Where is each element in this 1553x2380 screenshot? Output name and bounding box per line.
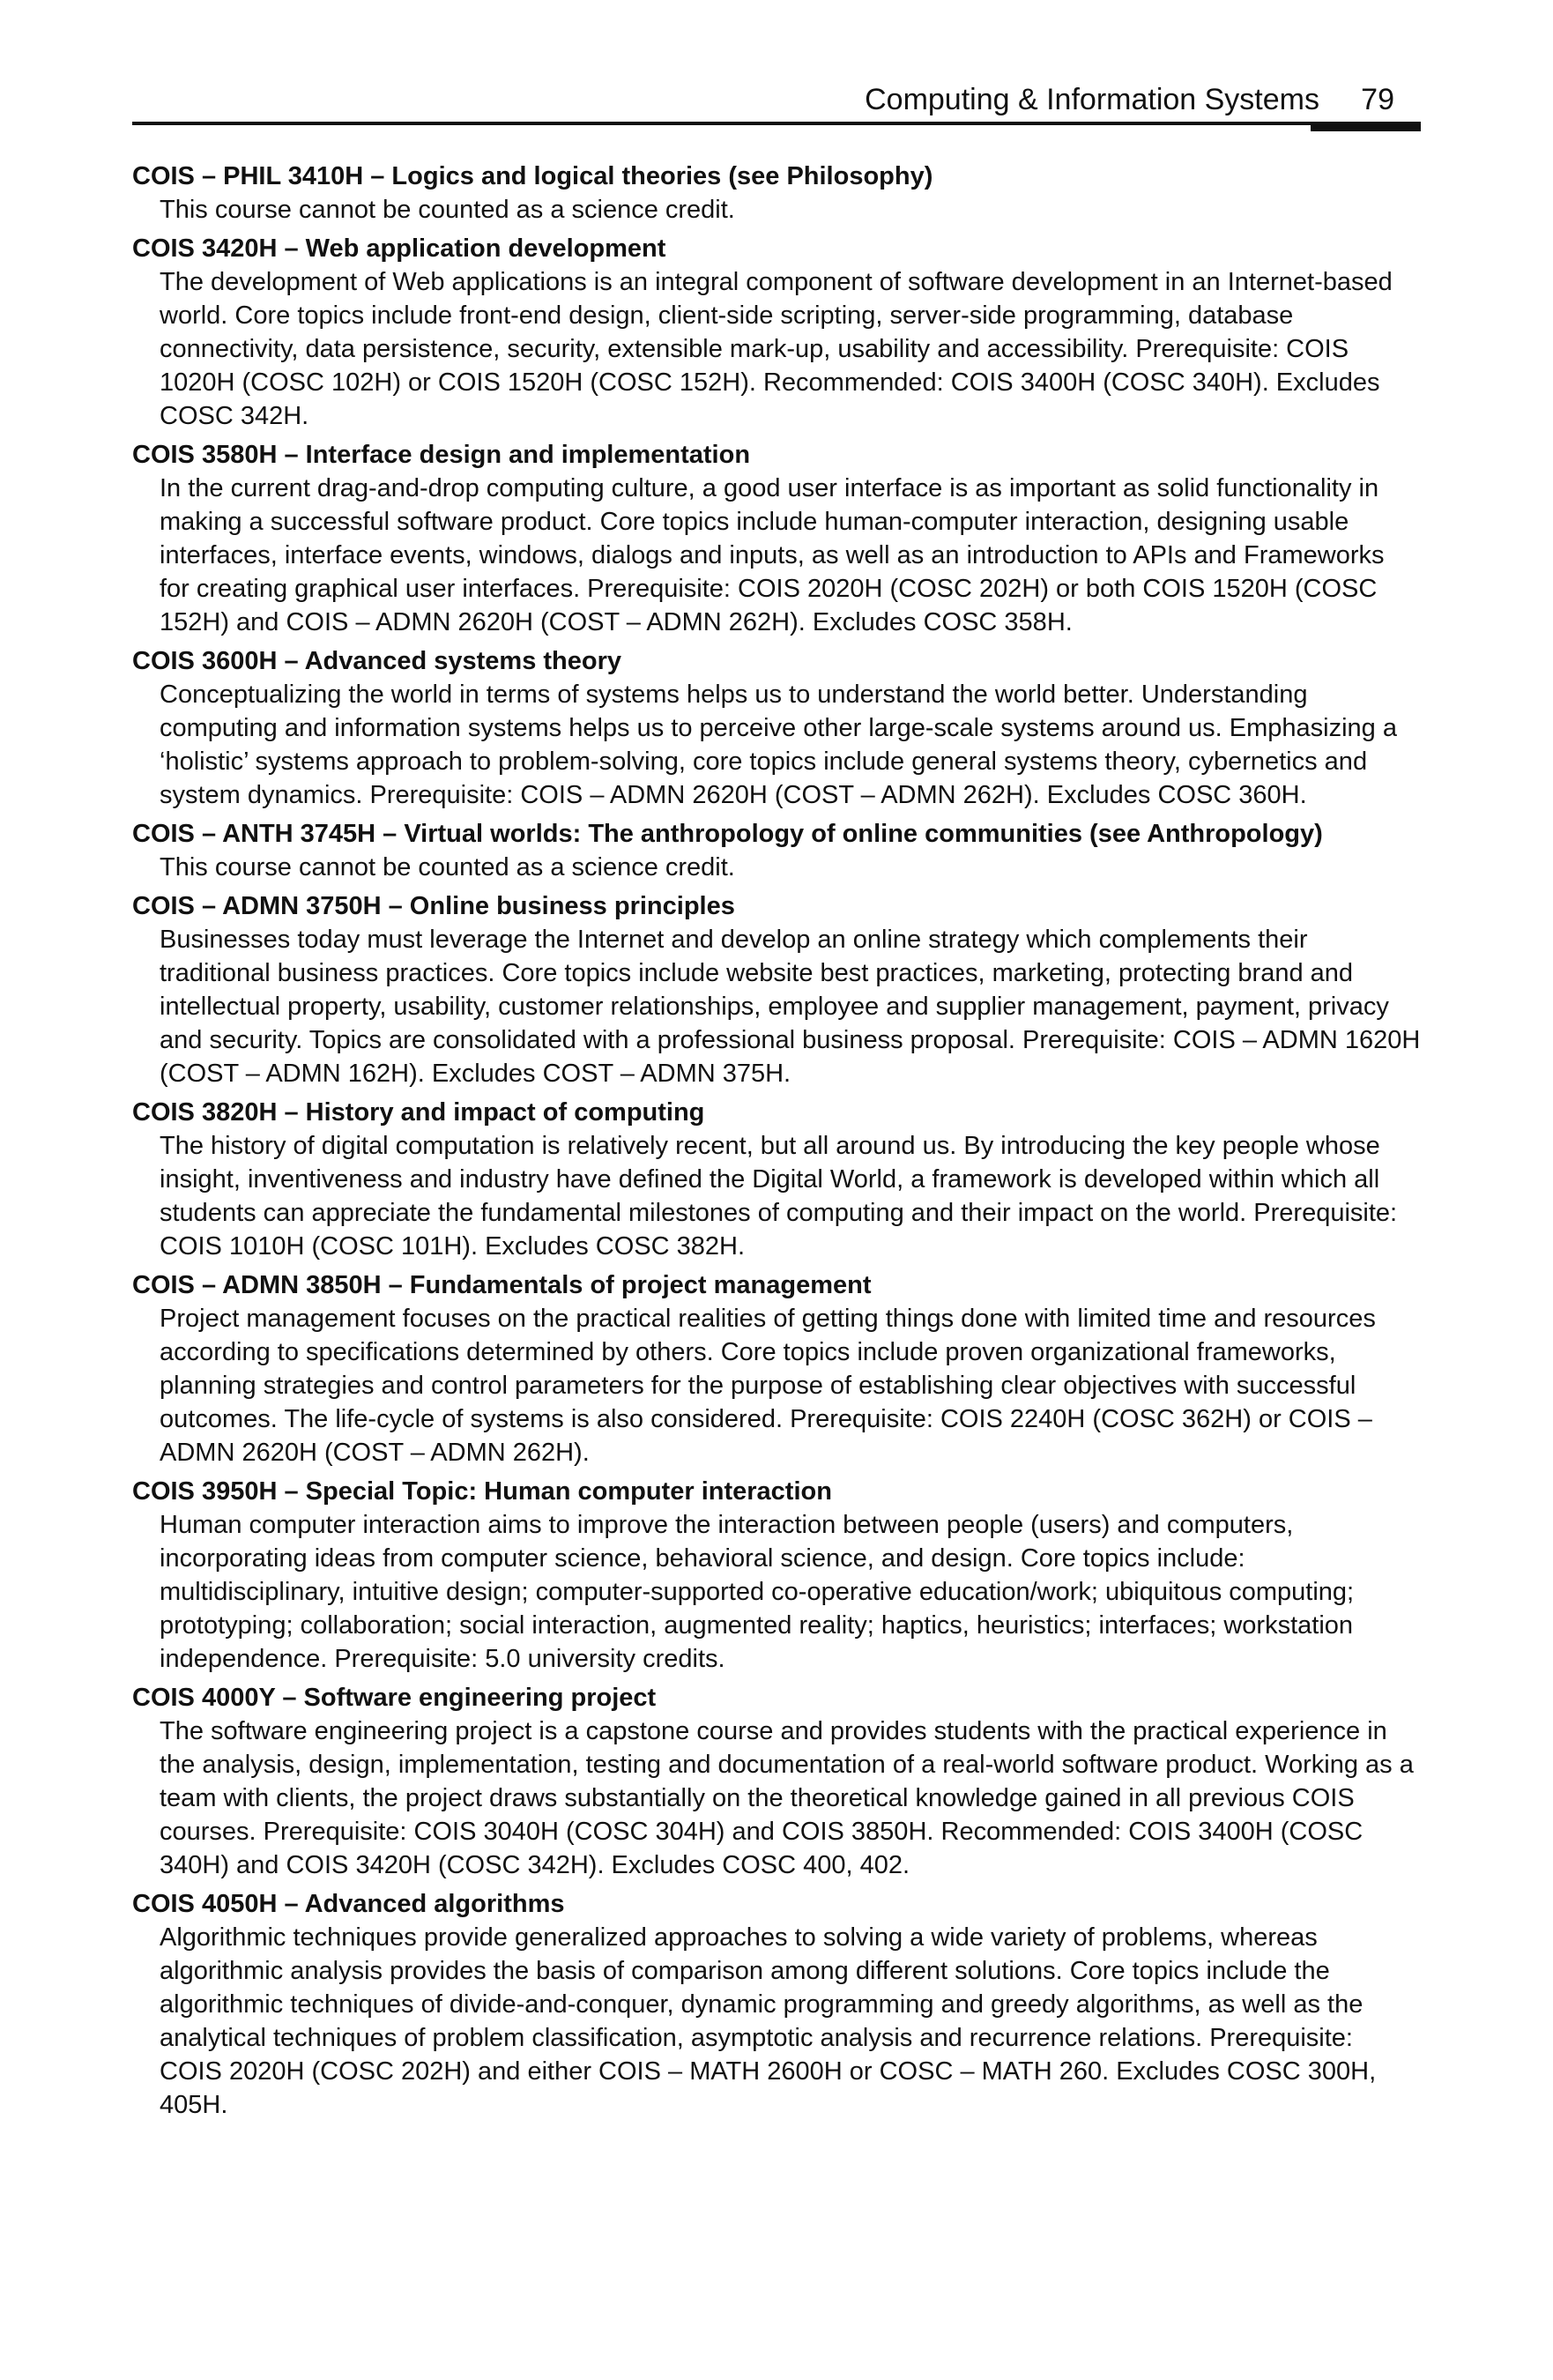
course-description: Human computer interaction aims to improve the interaction between people (users) and computers, incorporating ideas from computer science, behavioral science, and design. Core topics include: multidisciplinary, intuitive design; computer-supported co-operative education/work; ubiquitous computing; prototyping; collaboration; social interaction, augmented reality; haptics, heuristics; interfaces; workstation independence. Prerequisite: 5.0 university credits. — [160, 1511, 1355, 1673]
running-header-title: Computing & Information Systems — [865, 83, 1319, 116]
course-entry — [132, 1681, 1421, 1882]
course-entry — [132, 160, 1421, 227]
course-description: This course cannot be counted as a science credit. — [160, 853, 735, 881]
course-entry — [132, 1475, 1421, 1676]
course-title: COIS 3420H – Web application development — [132, 234, 666, 263]
course-description: Businesses today must leverage the Internet and develop an online strategy which complements their traditional business practices. Core topics include website best practices, marketing, protecting brand and intellectual property, usability, customer relationships, employee and supplier management, payment, privacy and security. Topics are consolidated with a professional business proposal. Prerequisite: COIS – ADMN 1620H (COST – ADMN 162H). Excludes COST – ADMN 375H. — [160, 926, 1421, 1088]
course-entry — [132, 889, 1421, 1090]
course-title: COIS – ANTH 3745H – Virtual worlds: The anthropology of online communities (see Anthropology) — [132, 820, 1323, 848]
course-title: COIS 4000Y – Software engineering project — [132, 1684, 657, 1712]
course-description: The software engineering project is a capstone course and provides students with the practical experience in the analysis, design, implementation, testing and documentation of a real-world software product. Working as a team with clients, the project draws substantially on the theoretical knowledge gained in all previous COIS courses. Prerequisite: COIS 3040H (COSC 304H) and COIS 3850H. Recommended: COIS 3400H (COSC 340H) and COIS 3420H (COSC 342H). Excludes COSC 400, 402. — [160, 1717, 1414, 1879]
course-title: COIS 3600H – Advanced systems theory — [132, 647, 622, 675]
course-entry — [132, 438, 1421, 639]
course-entry — [132, 1268, 1421, 1469]
course-description: The development of Web applications is an integral component of software development in an Internet-based world. Core topics include front-end design, client-side scripting, server-side programming, database connectivity, data persistence, security, extensible mark-up, usability and accessibility. Prerequisite: COIS 1020H (COSC 102H) or COIS 1520H (COSC 152H). Recommended: COIS 3400H (COSC 340H). Excludes COSC 342H. — [160, 268, 1393, 430]
course-list — [132, 160, 1421, 2127]
course-description: Algorithmic techniques provide generalized approaches to solving a wide variety of problems, whereas algorithmic analysis provides the basis of comparison among different solutions. Core topics include the algorithmic techniques of divide-and-conquer, dynamic programming and greedy algorithms, as well as the analytical techniques of problem classification, asymptotic analysis and recurrence relations. Prerequisite: COIS 2020H (COSC 202H) and either COIS – MATH 2600H or COSC – MATH 260. Excludes COSC 300H, 405H. — [160, 1923, 1377, 2119]
course-description: This course cannot be counted as a science credit. — [160, 196, 735, 224]
page-header — [132, 76, 1421, 125]
course-title: COIS – ADMN 3750H – Online business principles — [132, 892, 735, 920]
course-description: Project management focuses on the practical realities of getting things done with limited time and resources according to specifications determined by others. Core topics include proven organizational frameworks, planning strategies and control parameters for the purpose of establishing clear objectives with successful outcomes. The life-cycle of systems is also considered. Prerequisite: COIS 2240H (COSC 362H) or COIS – ADMN 2620H (COST – ADMN 262H). — [160, 1305, 1376, 1467]
course-title: COIS – PHIL 3410H – Logics and logical theories (see Philosophy) — [132, 162, 933, 190]
course-entry — [132, 1096, 1421, 1263]
course-entry — [132, 1887, 1421, 2122]
course-title: COIS – ADMN 3850H – Fundamentals of project management — [132, 1271, 872, 1299]
course-description: In the current drag-and-drop computing culture, a good user interface is as important as solid functionality in making a successful software product. Core topics include human-computer interaction, designing usable interfaces, interface events, windows, dialogs and inputs, as well as an introduction to APIs and Frameworks for creating graphical user interfaces. Prerequisite: COIS 2020H (COSC 202H) or both COIS 1520H (COSC 152H) and COIS – ADMN 2620H (COST – ADMN 262H). Excludes COSC 358H. — [160, 474, 1385, 636]
course-entry — [132, 817, 1421, 884]
header-rule — [132, 122, 1421, 125]
course-title: COIS 3950H – Special Topic: Human computer interaction — [132, 1477, 832, 1506]
course-entry — [132, 644, 1421, 812]
course-title: COIS 3820H – History and impact of computing — [132, 1098, 705, 1127]
course-title: COIS 3580H – Interface design and implementation — [132, 441, 751, 469]
course-description: The history of digital computation is relatively recent, but all around us. By introducing the key people whose insight, inventiveness and industry have defined the Digital World, a framework is developed within which all students can appreciate the fundamental milestones of computing and their impact on the world. Prerequisite: COIS 1010H (COSC 101H). Excludes COSC 382H. — [160, 1132, 1398, 1261]
page-number: 79 — [1361, 83, 1394, 116]
header-tab-bar — [1311, 122, 1421, 131]
course-title: COIS 4050H – Advanced algorithms — [132, 1890, 565, 1918]
course-description: Conceptualizing the world in terms of systems helps us to understand the world better. Understanding computing and information systems helps us to perceive other large-scale systems around us. Emphasizing a ‘holistic’ systems approach to problem-solving, core topics include general systems theory, cybernetics and system dynamics. Prerequisite: COIS – ADMN 2620H (COST – ADMN 262H). Excludes COSC 360H. — [160, 681, 1397, 809]
course-entry — [132, 232, 1421, 433]
